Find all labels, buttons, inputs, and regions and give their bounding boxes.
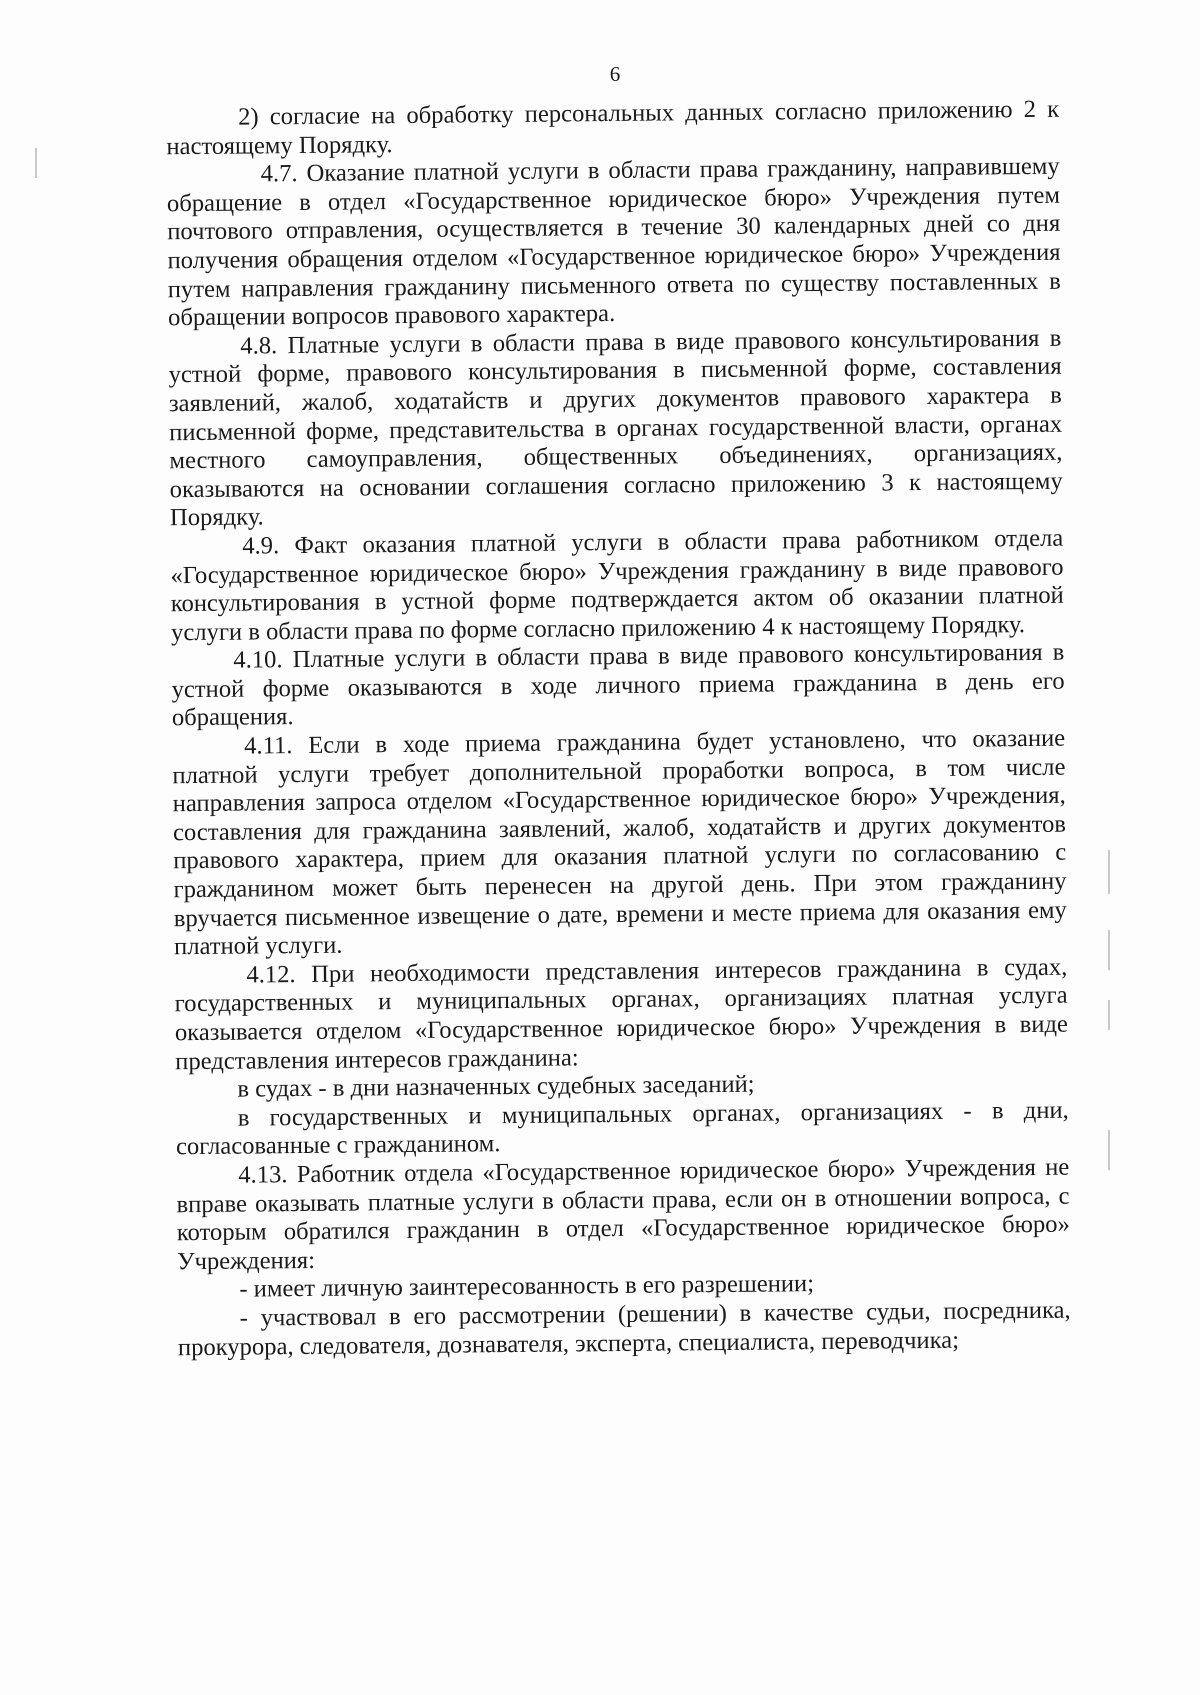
paragraph-courts: в судах - в дни назначенных судебных заседаний; [237, 1070, 755, 1103]
scan-artifact-right-4 [1108, 1130, 1110, 1170]
paragraph-consent-item: 2) согласие на обработку персональных данных согласно приложению 2 к настоящему Порядку. [166, 95, 1060, 160]
paragraph-4-10: 4.10. Платные услуги в области права в виде правового консультирования в устной форме оказываются в ходе личного приема гражданина в день его обращения. [171, 638, 1065, 732]
paragraph-4-9: 4.9. Факт оказания платной услуги в области права работником отдела «Государственное юридическое бюро» Учреждения гражданину в виде правового консультирования в устной форме подтверждается актом об оказании платной услуги в области права по форме согласно приложению 4 к настоящему Порядку. [170, 524, 1064, 646]
scan-artifact-right-2 [1108, 930, 1110, 970]
scan-artifact-right-3 [1108, 1000, 1110, 1030]
paragraph-4-12: 4.12. При необходимости представления интересов гражданина в судах, государственных и муниципальных органах, организациях платная услуга оказывается отделом «Государственное юридическое бюро» Учреждения в виде представления интересов гражданина: [174, 953, 1069, 1075]
paragraph-4-8: 4.8. Платные услуги в области права в виде правового консультирования в устной форме, правового консультирования в письменной форме, составления заявлений, жалоб, ходатайств и других документов правового характера в письменной форме, представительства в органах государственной власти, органах местного самоуправления, общественных объединениях, организациях, оказываются на основании соглашения согласно приложению 3 к настоящему Порядку. [168, 324, 1063, 532]
paragraph-state-bodies: в государственных и муниципальных органах, организациях - в дни, согласованные с гражданином. [175, 1096, 1069, 1161]
list-item-participation: - участвовал в его рассмотрении (решении) в качестве судьи, посредника, прокурора, следователя, дознавателя, эксперта, специалиста, переводчика; [177, 1296, 1071, 1361]
paragraph-4-13: 4.13. Работник отдела «Государственное юридическое бюро» Учреждения не вправе оказывать платные услуги в области права, если он в отношении вопроса, с которым обратился гражданин в отдел «Государственное юридическое бюро» Учреждения: [176, 1153, 1070, 1275]
paragraph-4-7: 4.7. Оказание платной услуги в области права гражданину, направившему обращение в отдел «Государственное юридическое бюро» Учреждения путем почтового отправления, осуществляется в течение 30 календарных дней со дня получения обращения отделом «Государственное юридическое бюро» Учреждения путем направления гражданину письменного ответа по существу поставленных в обращении вопросов правового характера. [166, 152, 1061, 332]
paragraph-4-11: 4.11. Если в ходе приема гражданина будет установлено, что оказание платной услуги требует дополнительной проработки вопроса, в том числе направления запроса отделом «Государственное юридическое бюро» Учреждения, составления для гражданина заявлений, жалоб, ходатайств и других документов правового характера, прием для оказания платной услуги по согласованию с гражданином может быть перенесен на другой день. При этом гражданину вручается письменное извещение о дате, времени и месте приема для оказания ему платной услуги. [172, 724, 1067, 961]
page-number: 6 [609, 62, 621, 86]
document-body [166, 96, 1071, 1363]
scan-artifact-right-1 [1108, 850, 1110, 894]
list-item-interest: - имеет личную заинтересованность в его разрешении; [239, 1270, 815, 1303]
scan-artifact-left [35, 148, 37, 178]
